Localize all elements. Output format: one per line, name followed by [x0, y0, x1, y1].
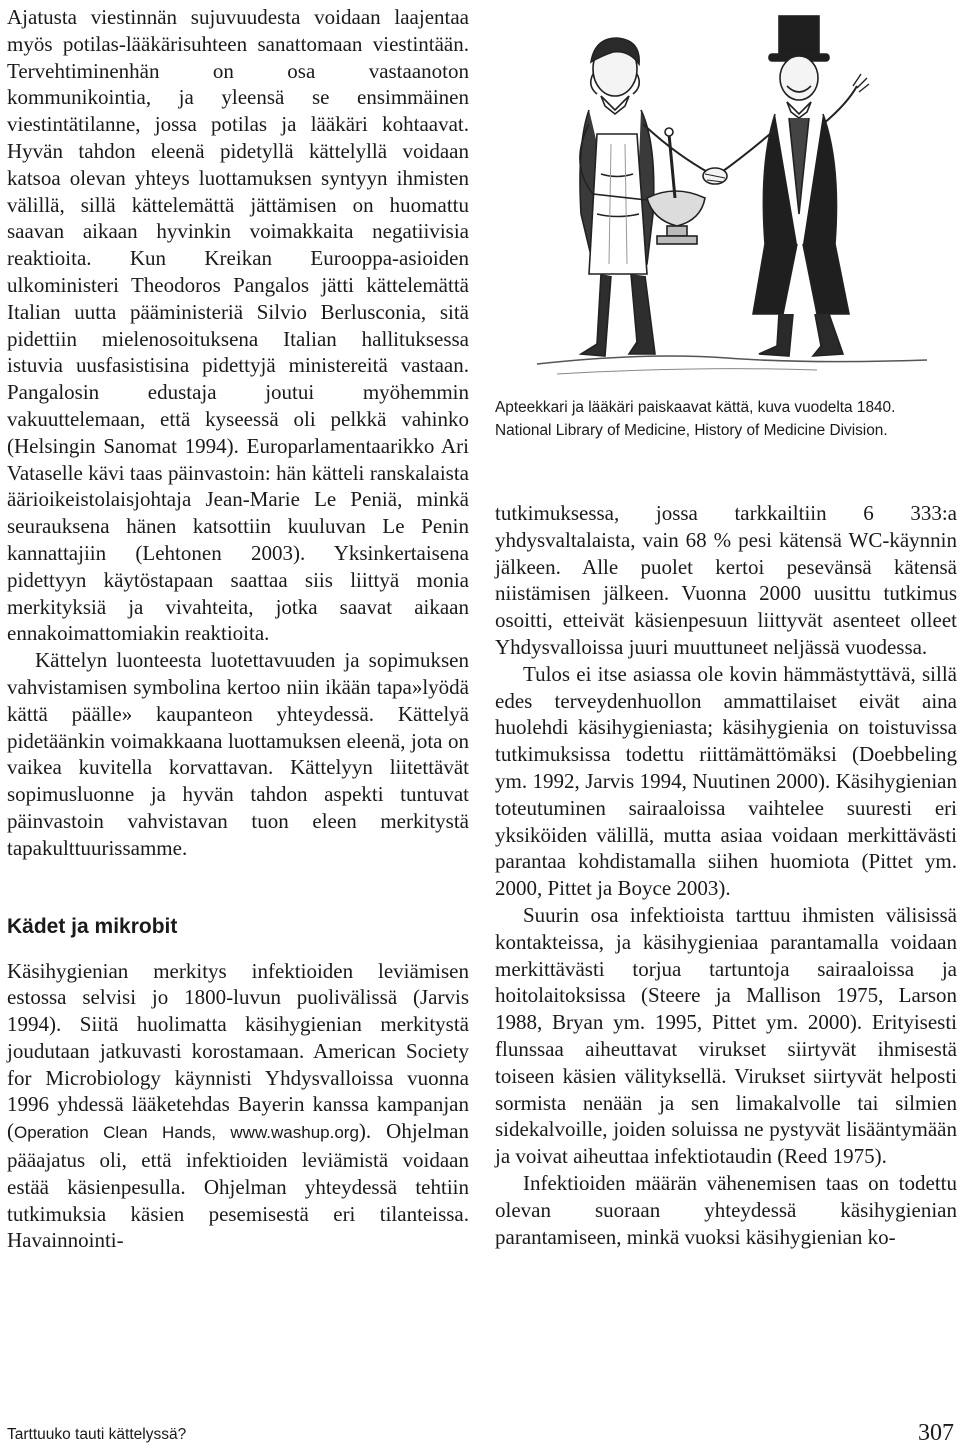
historical-illustration: [497, 14, 955, 386]
body-text: ). Ohjelman pääajatus oli, että infektioiden leviämistä voidaan estää käsienpesulla. Ohjelman yhteydessä tehtiin tutkimuksia käsien pesemisestä eri tilanteissa. Havainnointi-: [7, 1119, 469, 1253]
right-column: [495, 500, 957, 1250]
campaign-reference: Operation Clean Hands, www.washup.org: [14, 1123, 359, 1143]
figure-caption: [495, 396, 957, 442]
page-number: 307: [918, 1420, 954, 1446]
running-title: Tarttuuko tauti kättelyssä?: [7, 1426, 187, 1443]
body-paragraph: tutkimuksessa, jossa tarkkailtiin 6 333:a yhdysvaltalaista, vain 68 % pesi kätensä WC-käynnin jälkeen. Alle puolet kertoi pesevänsä kätensä niistämisen jälkeen. Vuonna 2000 uusittu tutkimus osoitti, etteivät käsienpesuun liittyvät asenteet olleet Yhdysvalloissa juuri muuttuneet neljässä vuodessa.: [495, 501, 957, 659]
left-column: [7, 4, 469, 1254]
body-paragraph: Ajatusta viestinnän sujuvuudesta voidaan laajentaa myös potilas-lääkärisuhteen sanattomaan viestintään. Tervehtiminenhän on osa vastaanoton kommunikointia, ja yleensä se ensimmäinen viestintätilanne, jossa potilas ja lääkäri kohtaavat. Hyvän tahdon eleenä pidetyllä kättelyllä voidaan katsoa olevan yhteys luottamuksen syntyyn ihmisten välillä, sillä kättelemättä jättämisen on huomattu saavan aikaan hyvinkin voimakkaita negatiivisia reaktioita. Kun Kreikan Eurooppa-asioiden ulkoministeri Theodoros Pangalos jätti kättelemättä Italian uutta pääministeriä Silvio Berlusconia, sitä pidettiin mielenosoituksena Italian hallituksessa istuvia uusfasistisina pidettyjä ministereitä vastaan. Pangalosin edustaja joutui myöhemmin vakuuttelemaan, että kyseessä oli pelkkä vahinko (Helsingin Sanomat 1994). Europarlamentaarikko Ari Vataselle kävi taas päinvastoin: hän kätteli ranskalaista äärioikeistolaisjohtaja Jean-Marie Le Peniä, minkä seurauksena hänen katsottiin kuuluvan Le Penin kannattajiin (Lehtonen 2003). Yksinkertaisena pidettyyn käytöstapaan saattaa siis liittyä monia merkityksiä ja vivahteita, jotka saavat aikaan ennakoimattomiakin reaktioita.: [7, 5, 469, 646]
body-paragraph: Kättelyn luonteesta luotettavuuden ja sopimuksen vahvistamisen symbolina kertoo niin ikään tapa»lyödä kättä päälle» kaupanteon yhteydessä. Kättelyä pidetäänkin voimakkaana luottamuksen eleenä, jota on vaikea kuvitella korvattavan. Kättelyyn liitettävät sopimusluonne ja hyvän tahdon aspekti tuntuvat päinvastoin vahvistavan tuon eleen merkitystä tapakulttuurissamme.: [7, 648, 469, 860]
caption-line: Apteekkari ja lääkäri paiskaavat kättä, kuva vuodelta 1840.: [495, 399, 896, 416]
body-paragraph: Infektioiden määrän vähenemisen taas on todettu olevan suoraan yhteydessä käsihygienian parantamiseen, minkä vuoksi käsihygienian ko-: [495, 1170, 957, 1249]
body-paragraph: [7, 958, 469, 1255]
section-heading: Kädet ja mikrobit: [7, 914, 178, 938]
caption-line: National Library of Medicine, History of Medicine Division.: [495, 422, 888, 439]
body-text: Käsihygienian merkitys infektioiden leviämisen estossa selvisi jo 1800-luvun puolivälissä (Jarvis 1994). Siitä huolimatta käsihygienian merkitystä joudutaan jatkuvasti korostamaan. American Society for Microbiology käynnisti Yhdysvalloissa vuonna 1996 yhdessä lääketehdas Bayerin kanssa kampanjan (: [7, 958, 469, 1144]
body-paragraph: Tulos ei itse asiassa ole kovin hämmästyttävä, sillä edes terveydenhuollon ammattilaiset eivät aina huolehdi käsihygieniasta; käsihygienia on toistuvissa tutkimuksissa todettu riittämättömäksi (Doebbeling ym. 1992, Jarvis 1994, Nuutinen 2000). Käsihygienian toteutuminen sairaaloissa vaihtelee suuresti eri yksiköiden välillä, mutta asiaa voidaan merkittävästi parantaa kohdistamalla siihen huomiota (Pittet ym. 2000, Pittet ja Boyce 2003).: [495, 661, 957, 901]
body-paragraph: Suurin osa infektioista tarttuu ihmisten välisissä kontakteissa, ja käsihygieniaa parantamalla voidaan merkittävästi torjua tartuntoja sairaaloissa ja hoitolaitoksissa (Steere ja Mallison 1975, Larson 1988, Bryan ym. 1995, Pittet ym. 2000). Erityisesti flunssaa aiheuttavat virukset siirtyvät ihmisestä toiseen käsien välityksellä. Virukset siirtyvät helposti sormista nenään ja sen limakalvolle tai silmien sidekalvoille, joiden soluissa ne pystyvät lisääntymään ja voivat aiheuttaa infektiotaudin (Reed 1975).: [495, 902, 957, 1169]
